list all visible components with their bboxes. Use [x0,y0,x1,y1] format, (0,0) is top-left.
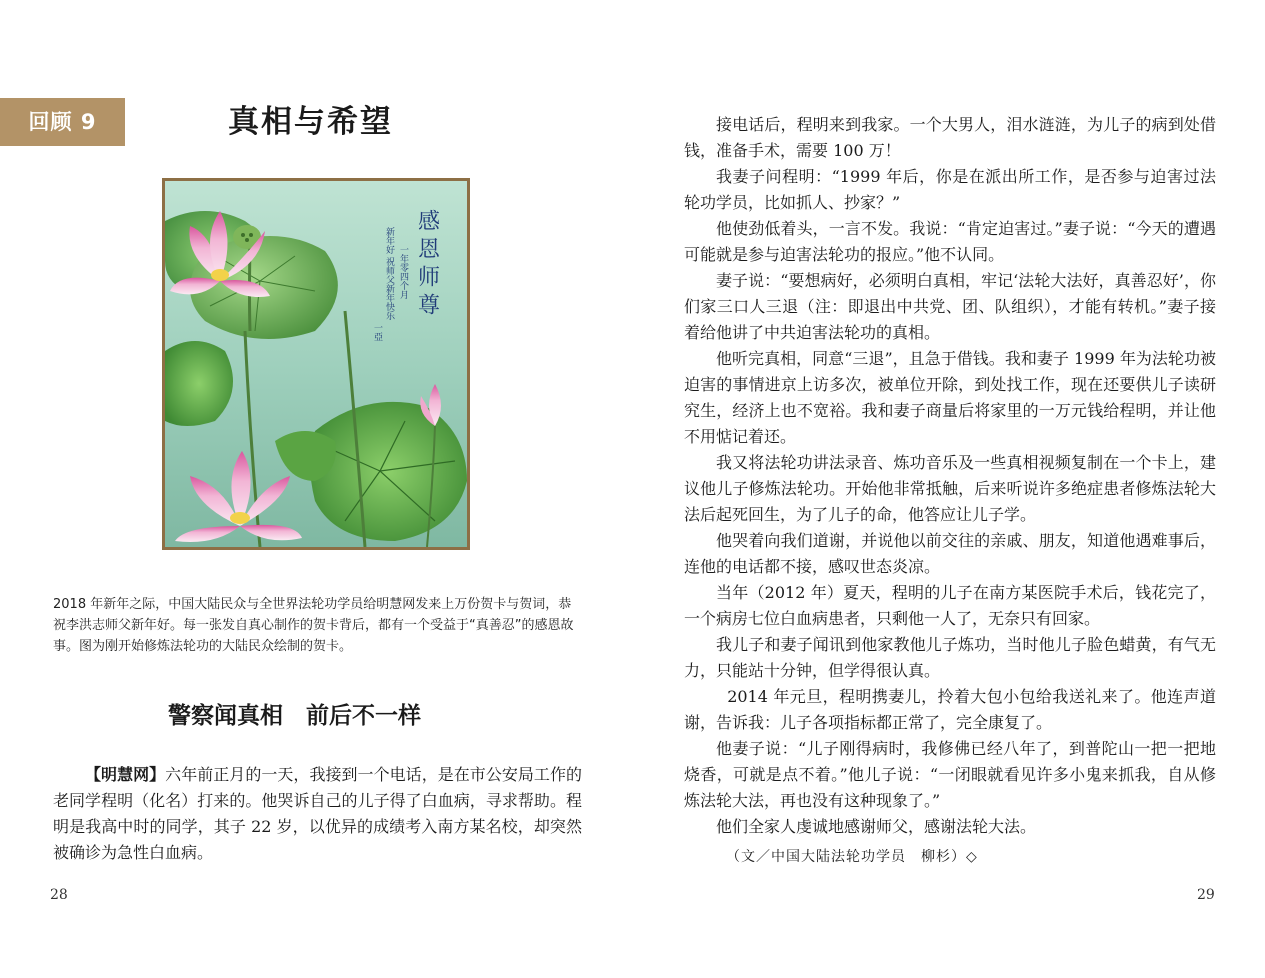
lead-paragraph [53,762,582,866]
greeting-card-image [162,178,470,550]
paragraph: 他们全家人虔诚地感谢师父，感谢法轮大法。 [716,817,1037,836]
article-body-left [53,762,582,866]
paragraph: 他听完真相，同意“三退”，且急于借钱。我和妻子 1999 年为法轮功被迫害的事情进京上访多次，被单位开除，到处找工作，现在还要供儿子读研究生，经济上也不宽裕。我和妻子商量后将家里的一万元钱给程明，并让他不用惦记着还。 [684,349,1216,446]
paragraph: 我儿子和妻子闻讯到他家教他儿子炼功，当时他儿子脸色蜡黄，有气无力，只能站十分钟，但学得很认真。 [684,635,1216,680]
left-page [0,0,632,978]
paragraph: 我妻子问程明：“1999 年后，你是在派出所工作，是否参与迫害过法轮功学员，比如抓人、抄家？” [684,167,1216,212]
lead-text: 六年前正月的一天，我接到一个电话，是在市公安局工作的老同学程明（化名）打来的。他哭诉自己的儿子得了白血病，寻求帮助。程明是我高中时的同学，其子 22 岁，以优异的成绩考入南方某名校，却突然被确诊为急性白血病。 [53,765,582,862]
card-calligraphy-title: 感恩师尊 [414,209,440,321]
page-number-left: 28 [50,887,68,903]
paragraph: 接电话后，程明来到我家。一个大男人，泪水涟涟，为儿子的病到处借钱，准备手术，需要 100 万！ [684,115,1216,160]
card-dedication-line-2: 新年好 祝师父新年快乐 [384,227,394,320]
paragraph: 他使劲低着头，一言不发。我说：“肯定迫害过。”妻子说：“今天的遭遇可能就是参与迫害法轮功的报应。”他不认同。 [684,219,1216,264]
card-dedication-line-1: 一年零四个月 [398,245,408,299]
paragraph: 我又将法轮功讲法录音、炼功音乐及一些真相视频复制在一个卡上，建议他儿子修炼法轮功。开始他非常抵触，后来听说许多绝症患者修炼法轮大法后起死回生，为了儿子的命，他答应让儿子学。 [684,453,1216,524]
article-subtitle: 警察闻真相 前后不一样 [168,703,421,729]
source-tag: 【明慧网】 [85,765,166,784]
page-title: 真相与希望 [228,104,393,140]
lotus-painting [165,181,467,547]
section-tab: 回顾 9 [0,98,125,146]
right-page [632,0,1265,978]
card-dedication-line-3: 一亞 [372,323,382,341]
article-body-right [684,112,1216,868]
paragraph: 妻子说：“要想病好，必须明白真相，牢记‘法轮大法好，真善忍好’，你们家三口人三退（注：即退出中共党、团、队组织），才能有转机。”妻子接着给他讲了中共迫害法轮功的真相。 [684,271,1216,342]
paragraph: 2014 年元旦，程明携妻儿，拎着大包小包给我送礼来了。他连声道谢，告诉我：儿子各项指标都正常了，完全康复了。 [684,687,1216,732]
image-caption: 2018 年新年之际，中国大陆民众与全世界法轮功学员给明慧网发来上万份贺卡与贺词，恭祝李洪志师父新年好。每一张发自真心制作的贺卡背后，都有一个受益于“真善忍”的感恩故事。图为刚开始修炼法轮功的大陆民众绘制的贺卡。 [53,597,574,654]
paragraph: 当年（2012 年）夏天，程明的儿子在南方某医院手术后，钱花完了，一个病房七位白血病患者，只剩他一人了，无奈只有回家。 [684,583,1216,628]
paragraph: 他妻子说：“儿子刚得病时，我修佛已经八年了，到普陀山一把一把地烧香，可就是点不着。”他儿子说：“一闭眼就看见许多小鬼来抓我，自从修炼法轮大法，再也没有这种现象了。” [684,739,1216,810]
author-signature: （文／中国大陆法轮功学员 柳杉）◇ [726,849,978,865]
paragraph: 他哭着向我们道谢，并说他以前交往的亲戚、朋友，知道他遇难事后，连他的电话都不接，感叹世态炎凉。 [684,531,1216,576]
page-number-right: 29 [1197,887,1215,903]
